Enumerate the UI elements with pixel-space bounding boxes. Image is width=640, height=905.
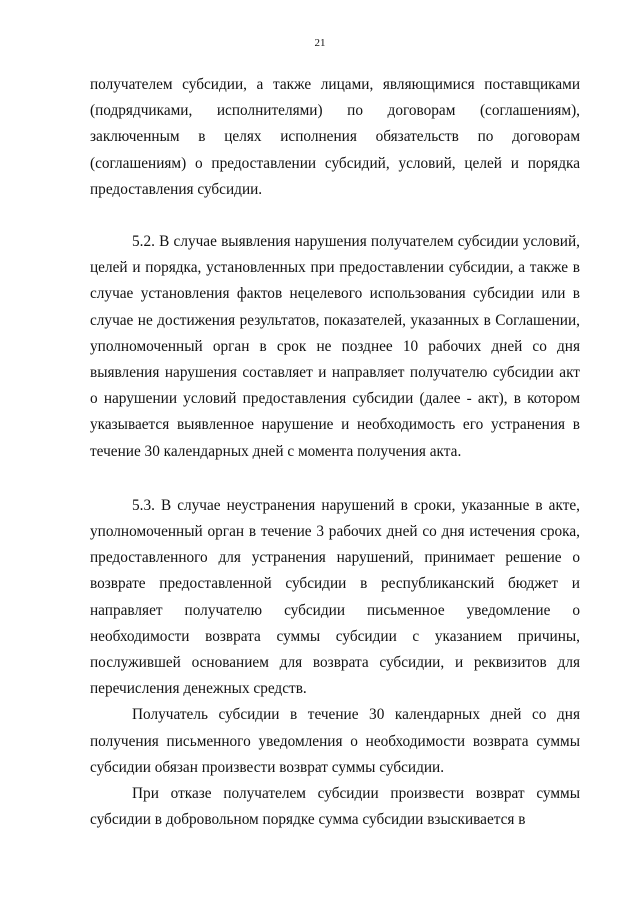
paragraph-refusal: При отказе получателем субсидии произвести возврат суммы субсидии в добровольном порядке сумма субсидии взыскивается в [90,785,580,829]
paragraph-refund-obligation: Получатель субсидии в течение 30 календарных дней со дня получения письменного уведомления о необходимости возврата суммы субсидии обязан произвести возврат суммы субсидии. [90,706,580,776]
paragraph-5-2: 5.2. В случае выявления нарушения получателем субсидии условий, целей и порядка, установленных при предоставлении субсидии, а также в случае установления фактов нецелевого использования субсидии или в случае не достижения результатов, показателей, указанных в Соглашении, уполномоченный орган в срок не позднее 10 рабочих дней со дня выявления нарушения составляет и направляет получателю субсидии акт о нарушении условий предоставления субсидии (далее - акт), в котором указывается выявленное нарушение и необходимость его устранения в течение 30 календарных дней с момента получения акта. [90,233,580,460]
paragraph-continuation: получателем субсидии, а также лицами, являющимися поставщиками (подрядчиками, исполнителями) по договорам (соглашениям), заключенным в целях исполнения обязательств по договорам (соглашениям) о предоставлении субсидий, условий, целей и порядка предоставления субсидии. [90,76,580,198]
document-body [90,72,580,833]
paragraph-5-3: 5.3. В случае неустранения нарушений в сроки, указанные в акте, уполномоченный орган в течение 3 рабочих дней со дня истечения срока, предоставленного для устранения нарушений, принимает решение о возврате предоставленной субсидии в республиканский бюджет и направляет получателю субсидии письменное уведомление о необходимости возврата суммы субсидии с указанием причины, послужившей основанием для возврата субсидии, и реквизитов для перечисления денежных средств. [90,496,580,698]
page-number: 21 [314,37,326,49]
